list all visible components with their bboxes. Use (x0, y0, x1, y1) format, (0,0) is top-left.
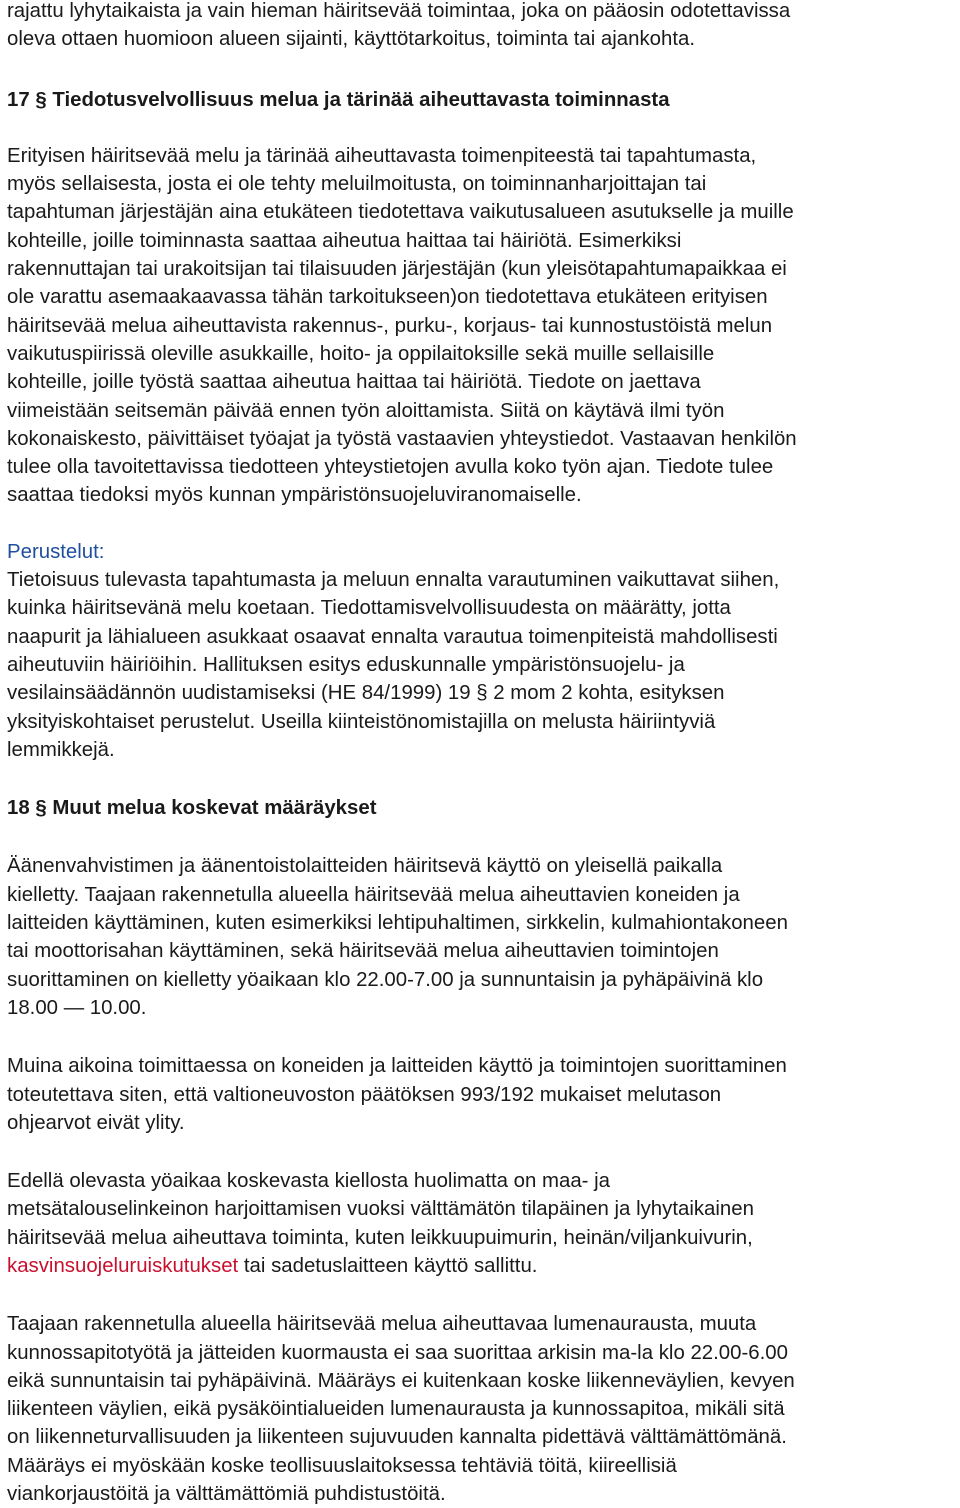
perustelut-label: Perustelut: (7, 540, 105, 563)
text-line: myös sellaisesta, josta ei ole tehty meluilmoitusta, on toiminnanharjoittajan tai (7, 173, 707, 196)
text-line: vaikutuspiirissä oleville asukkaille, hoito- ja oppilaitoksille sekä muille sellaisille (7, 342, 715, 365)
section-17-heading: 17 § Tiedotusvelvollisuus melua ja tärinää aiheuttavasta toiminnasta (7, 88, 670, 111)
text-line: liikenteen väylien, eikä pysäköintialueiden lumenaurausta ja kunnossapitoa, mikäli sitä (7, 1398, 785, 1421)
text-line: aiheutuviin häiriöihin. Hallituksen esitys eduskunnalle ympäristönsuojelu- ja (7, 653, 685, 676)
text-line: Äänenvahvistimen ja äänentoistolaitteiden häiritsevä käyttö on yleisellä paikalla (7, 855, 723, 878)
text-line: tulee olla tavoitettavissa tiedotteen yhteystietojen avulla koko työn ajan. Tiedote tulee (7, 456, 774, 479)
text-line (7, 1252, 960, 1280)
text-line: Erityisen häiritsevää melu ja tärinää aiheuttavasta toimenpiteestä tai tapahtumasta, (7, 144, 757, 167)
section-18-heading: 18 § Muut melua koskevat määräykset (7, 797, 377, 820)
text-line: kokonaiskesto, päivittäiset työajat ja työstä vastaavien yhteystiedot. Vastaavan henkilön (7, 427, 797, 450)
text-line: suorittaminen on kielletty yöaikaan klo 22.00-7.00 ja sunnuntaisin ja pyhäpäivinä klo (7, 968, 764, 991)
text-line: toteutettava siten, että valtioneuvoston päätöksen 993/192 mukaiset melutason (7, 1083, 722, 1106)
section-17-body (7, 142, 960, 510)
text-line: kielletty. Taajaan rakennetulla alueella häiritsevää melua aiheuttavien koneiden ja (7, 883, 740, 906)
text-line: naapurit ja lähialueen asukkaat osaavat ennalta varautua toimenpiteistä mahdollisesti (7, 625, 778, 648)
text-line: kuinka häiritsevänä melu koetaan. Tiedottamisvelvollisuudesta on määrätty, jotta (7, 597, 731, 620)
text-line: kunnossapitotyötä ja jätteiden kuormausta ei saa suorittaa arkisin ma-la klo 22.00-6.00 (7, 1341, 788, 1364)
text-line: yksityiskohtaiset perustelut. Useilla kiinteistönomistajilla on melusta häiriintyviä (7, 710, 716, 733)
text-line: saattaa tiedoksi myös kunnan ympäristönsuojeluviranomaiselle. (7, 484, 582, 507)
text-line: vesilainsäädännön uudistamiseksi (HE 84/1999) 19 § 2 mom 2 kohta, esityksen (7, 682, 725, 705)
text-line: rakennuttajan tai urakoitsijan tai tilaisuuden järjestäjän (kun yleisötapahtumapaikkaa ei (7, 258, 787, 281)
text-line: Määräys ei myöskään koske teollisuuslaitoksessa tehtäviä töitä, kiireellisiä (7, 1454, 677, 1477)
section-18-paragraph-4 (7, 1310, 960, 1508)
text-line: metsätalouselinkeinon harjoittamisen vuoksi välttämätön tilapäinen ja lyhytaikainen (7, 1198, 754, 1221)
text-line: tai moottorisahan käyttäminen, sekä häiritsevää melua aiheuttavien toimintojen (7, 940, 719, 963)
text-line: ole varattu asemaakaavassa tähän tarkoitukseen)on tiedotettava etukäteen erityisen (7, 286, 768, 309)
text-line: 18.00 — 10.00. (7, 996, 147, 1019)
text-fragment: tai sadetuslaitteen käyttö sallittu. (238, 1254, 538, 1277)
text-line: Edellä olevasta yöaikaa koskevasta kiellosta huolimatta on maa- ja (7, 1170, 610, 1193)
text-line: oleva ottaen huomioon alueen sijainti, käyttötarkoitus, toiminta tai ajankohta. (7, 28, 696, 51)
highlighted-term: kasvinsuojeluruiskutukset (7, 1254, 239, 1277)
section-18-paragraph-2 (7, 1052, 960, 1137)
text-line: ohjearvot eivät ylity. (7, 1111, 185, 1134)
text-line: Tietoisuus tulevasta tapahtumasta ja meluun ennalta varautuminen vaikuttavat siihen, (7, 569, 780, 592)
text-line: Muina aikoina toimittaessa on koneiden ja laitteiden käyttö ja toimintojen suorittaminen (7, 1055, 787, 1078)
text-line: eikä sunnuntaisin tai pyhäpäivinä. Määräys ei kuitenkaan koske liikenneväylien, kevyen (7, 1369, 795, 1392)
text-line: laitteiden käyttäminen, kuten esimerkiksi lehtipuhaltimen, sirkkelin, kulmahiontakoneen (7, 912, 788, 935)
text-line: kohteille, joille työstä saattaa aiheutua haittaa tai häiriötä. Tiedote on jaettava (7, 371, 701, 394)
section-18-paragraph-3 (7, 1167, 960, 1280)
perustelut-paragraph (7, 538, 960, 764)
text-line: viankorjaustöitä ja välttämättömiä puhdistustöitä. (7, 1483, 446, 1506)
text-line: on liikenneturvallisuuden ja liikenteen sujuvuuden kannalta pidettävä välttämättömänä. (7, 1426, 787, 1449)
section-18-paragraph-1 (7, 852, 960, 1022)
text-line: lemmikkejä. (7, 738, 115, 761)
text-line: Taajaan rakennetulla alueella häiritsevää melua aiheuttavaa lumenaurausta, muuta (7, 1313, 757, 1336)
intro-paragraph (7, 0, 960, 54)
text-line: tapahtuman järjestäjän aina etukäteen tiedotettava vaikutusalueen asutukselle ja muille (7, 201, 794, 224)
text-line: kohteille, joille toiminnasta saattaa aiheutua haittaa tai häiriötä. Esimerkiksi (7, 229, 682, 252)
text-line: rajattu lyhytaikaista ja vain hieman häiritsevää toimintaa, joka on pääosin odotettavissa (7, 0, 791, 22)
text-line: viimeistään seitsemän päivää ennen työn aloittamista. Siitä on käytävä ilmi työn (7, 399, 725, 422)
text-line: häiritsevää melua aiheuttavista rakennus-, purku-, korjaus- tai kunnostustöistä melun (7, 314, 773, 337)
text-line: häiritsevää melua aiheuttava toiminta, kuten leikkuupuimurin, heinän/viljankuivurin, (7, 1226, 753, 1249)
